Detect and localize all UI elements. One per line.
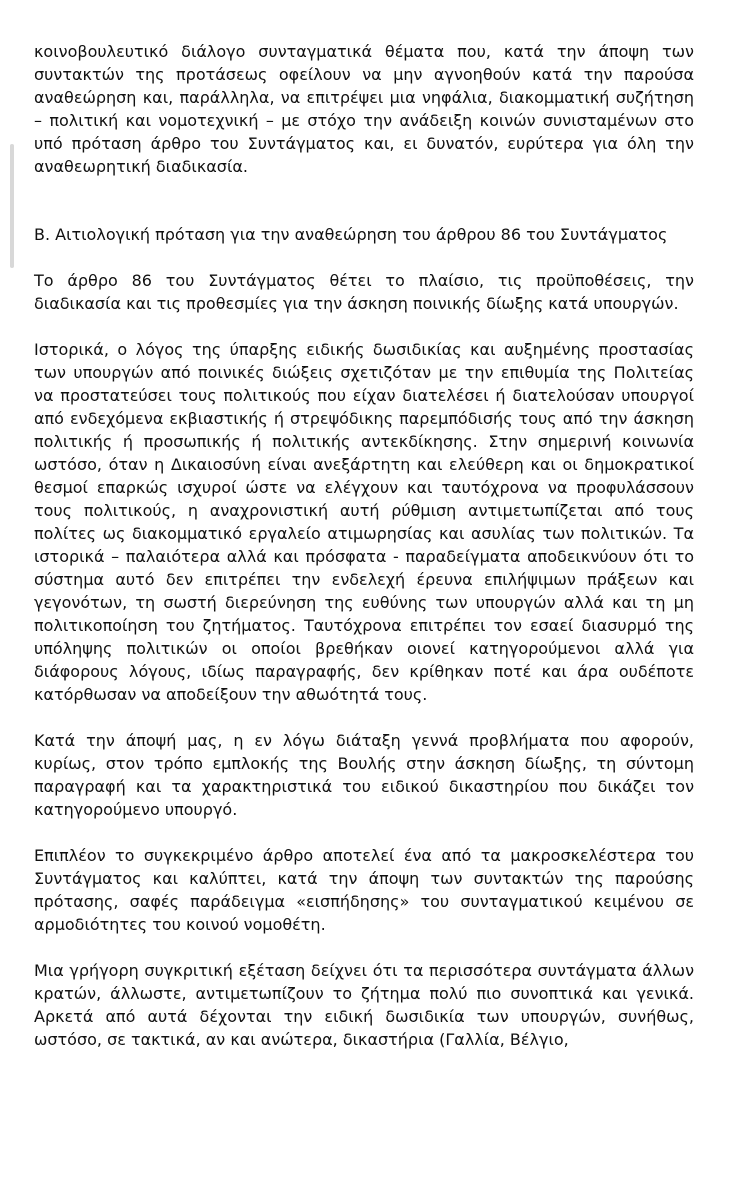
scrollbar[interactable] <box>10 144 14 268</box>
document-page <box>34 40 694 1074</box>
paragraph-comparative: Μια γρήγορη συγκριτική εξέταση δείχνει ότι τα περισσότερα συντάγματα άλλων κρατών, άλλωστε, αντιμετωπίζουν το ζήτημα πολύ πιο συνοπτικά και γενικά. Αρκετά από αυτά δέχονται την ειδική δωσιδικία των υπουργών, συνήθως, ωστόσο, σε τακτικά, αν και ανώτερα, δικαστήρια (Γαλλία, Βέλγιο, <box>34 961 694 1049</box>
paragraph-furthermore: Επιπλέον το συγκεκριμένο άρθρο αποτελεί ένα από τα μακροσκελέστερα του Συντάγματος και καλύπτει, κατά την άποψη των συντακτών της παρούσης πρότασης, σαφές παράδειγμα «εισπήδησης» του συνταγματικού κειμένου σε αρμοδιότητες του κοινού νομοθέτη. <box>34 846 694 934</box>
paragraph-article-86: Το άρθρο 86 του Συντάγματος θέτει το πλαίσιο, τις προϋποθέσεις, την διαδικασία και τις προθεσμίες για την άσκηση ποινικής δίωξης κατά υπουργών. <box>34 271 694 313</box>
paragraph-opinion: Κατά την άποψή μας, η εν λόγω διάταξη γεννά προβλήματα που αφορούν, κυρίως, στον τρόπο εμπλοκής της Βουλής στην άσκηση δίωξης, τη σύντομη παραγραφή και τα χαρακτηριστικά του ειδικού δικαστηρίου που δικάζει τον κατηγορούμενο υπουργό. <box>34 731 694 819</box>
paragraph-historical: Ιστορικά, ο λόγος της ύπαρξης ειδικής δωσιδικίας και αυξημένης προστασίας των υπουργών από ποινικές διώξεις σχετιζόταν με την επιθυμία της Πολιτείας να προστατεύσει τους πολιτικούς που είχαν διατελέσει ή διατελούσαν υπουργοί από ενδεχόμενα εκβιαστικής ή στρεψόδικης παρεμπόδισής τους από την άσκηση πολιτικής ή προσωπικής ή πολιτικής αντεκδίκησης. Στην σημερινή κοινωνία ωστόσο, όταν η Δικαιοσύνη είναι ανεξάρτητη και ελεύθερη και οι δημοκρατικοί θεσμοί επαρκώς ισχυροί ώστε να ελέγχουν και ταυτόχρονα να προφυλάσσουν τους πολιτικούς, η αναχρονιστική αυτή ρύθμιση αντιμετωπίζεται από τους πολίτες ως διακομματικό εργαλείο ατιμωρησίας και ασυλίας των πολιτικών. Τα ιστορικά – παλαιότερα αλλά και πρόσφατα - παραδείγματα αποδεικνύουν ότι το σύστημα αυτό δεν επιτρέπει την ενδελεχή έρευνα επιλήψιμων πράξεων και γεγονότων, τη σωστή διερεύνηση της ευθύνης των υπουργών αλλά και τη μη πολιτικοποίηση του ζητήματος. Ταυτόχρονα επιτρέπει τον εσαεί διασυρμό της υπόληψης πολιτικών οι οποίοι βρεθήκαν οιονεί κατηγορούμενοι αλλά για διάφορους λόγους, ιδίως παραγραφής, δεν κρίθηκαν ποτέ και άρα ουδέποτε κατόρθωσαν να αποδείξουν την αθωότητά τους. <box>34 340 694 704</box>
section-heading: Β. Αιτιολογική πρόταση για την αναθεώρηση του άρθρου 86 του Συντάγματος <box>34 225 668 244</box>
intro-paragraph: κοινοβουλευτικό διάλογο συνταγματικά θέματα που, κατά την άποψη των συντακτών της προτάσεως οφείλουν να μην αγνοηθούν κατά την παρούσα αναθεώρηση και, παράλληλα, να επιτρέψει μια νηφάλια, διακομματική συζήτηση – πολιτική και νομοτεχνική – με στόχο την ανάδειξη κοινών συνισταμένων στο υπό πρόταση άρθρο του Συντάγματος και, ει δυνατόν, ευρύτερα για όλη την αναθεωρητική διαδικασία. <box>34 42 694 176</box>
